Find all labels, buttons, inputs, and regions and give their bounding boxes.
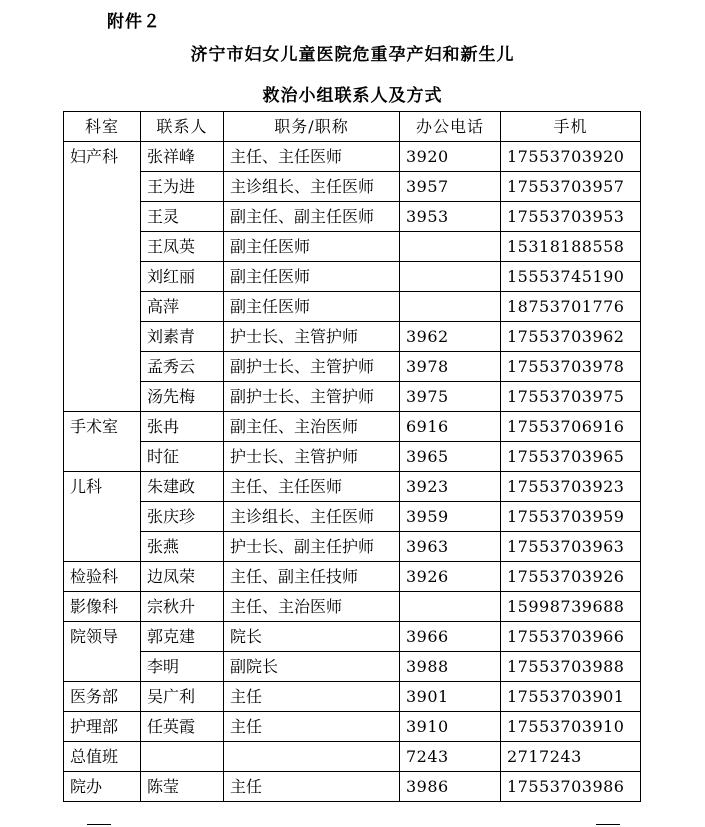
cell-contact: 刘红丽 [141, 262, 224, 292]
cell-dept [64, 202, 141, 232]
cell-title: 副护士长、主管护师 [224, 382, 400, 412]
cell-dept: 护理部 [64, 712, 141, 742]
cell-dept: 儿科 [64, 472, 141, 502]
cell-office-phone [400, 592, 501, 622]
cell-title: 院长 [224, 622, 400, 652]
cell-title: 副护士长、主管护师 [224, 352, 400, 382]
cell-title: 副院长 [224, 652, 400, 682]
table-row [64, 742, 641, 772]
cell-contact: 张冉 [141, 412, 224, 442]
cell-office-phone: 3959 [400, 502, 501, 532]
cell-title: 主诊组长、主任医师 [224, 502, 400, 532]
cell-title: 护士长、主管护师 [224, 322, 400, 352]
table-row [64, 412, 641, 442]
cell-dept: 影像科 [64, 592, 141, 622]
attachment-label: 附件２ [107, 12, 161, 32]
cell-contact: 刘素青 [141, 322, 224, 352]
table-row [64, 262, 641, 292]
cell-office-phone: 3953 [400, 202, 501, 232]
cell-title: 副主任医师 [224, 262, 400, 292]
cell-contact: 边凤荣 [141, 562, 224, 592]
cell-title: 主任、副主任技师 [224, 562, 400, 592]
document-title-line-1: 济宁市妇女儿童医院危重孕产妇和新生儿 [190, 45, 515, 65]
cell-dept [64, 382, 141, 412]
cell-mobile: 17553703966 [501, 622, 641, 652]
footer-mark-right [596, 824, 620, 825]
cell-mobile: 18753701776 [501, 292, 641, 322]
cell-mobile: 17553703986 [501, 772, 641, 802]
table-row [64, 172, 641, 202]
cell-office-phone: 6916 [400, 412, 501, 442]
cell-contact: 郭克建 [141, 622, 224, 652]
cell-title: 护士长、主管护师 [224, 442, 400, 472]
cell-title: 主任、主治医师 [224, 592, 400, 622]
column-header-title: 职务/职称 [224, 112, 400, 142]
cell-office-phone: 7243 [400, 742, 501, 772]
cell-office-phone: 3901 [400, 682, 501, 712]
column-header-mobile: 手机 [501, 112, 641, 142]
cell-mobile: 17553703901 [501, 682, 641, 712]
table-row [64, 652, 641, 682]
cell-contact: 吴广利 [141, 682, 224, 712]
cell-office-phone [400, 232, 501, 262]
table-row [64, 532, 641, 562]
cell-mobile: 17553703926 [501, 562, 641, 592]
cell-mobile: 17553703920 [501, 142, 641, 172]
cell-contact: 宗秋升 [141, 592, 224, 622]
cell-contact: 王灵 [141, 202, 224, 232]
cell-mobile: 17553703978 [501, 352, 641, 382]
cell-office-phone: 3975 [400, 382, 501, 412]
cell-dept [64, 172, 141, 202]
cell-office-phone [400, 262, 501, 292]
cell-title: 主任、主任医师 [224, 472, 400, 502]
cell-mobile: 17553703959 [501, 502, 641, 532]
cell-office-phone [400, 292, 501, 322]
cell-mobile: 17553703953 [501, 202, 641, 232]
cell-contact: 张庆珍 [141, 502, 224, 532]
cell-office-phone: 3923 [400, 472, 501, 502]
cell-mobile: 15318188558 [501, 232, 641, 262]
cell-office-phone: 3920 [400, 142, 501, 172]
cell-office-phone: 3962 [400, 322, 501, 352]
cell-mobile: 2717243 [501, 742, 641, 772]
table-row [64, 202, 641, 232]
cell-title: 主任 [224, 682, 400, 712]
contact-table [63, 111, 641, 802]
cell-mobile: 17553703988 [501, 652, 641, 682]
cell-office-phone: 3963 [400, 532, 501, 562]
cell-office-phone: 3910 [400, 712, 501, 742]
cell-contact [141, 742, 224, 772]
cell-mobile: 17553703910 [501, 712, 641, 742]
cell-title: 副主任医师 [224, 232, 400, 262]
table-header-row [64, 112, 641, 142]
table-row [64, 682, 641, 712]
cell-mobile: 15998739688 [501, 592, 641, 622]
table-row [64, 772, 641, 802]
cell-title: 护士长、副主任护师 [224, 532, 400, 562]
cell-contact: 陈莹 [141, 772, 224, 802]
column-header-dept: 科室 [64, 112, 141, 142]
cell-contact: 朱建政 [141, 472, 224, 502]
cell-contact: 汤先梅 [141, 382, 224, 412]
cell-office-phone: 3926 [400, 562, 501, 592]
cell-dept [64, 442, 141, 472]
table-row [64, 142, 641, 172]
table-body [64, 142, 641, 802]
table-row [64, 712, 641, 742]
table-row [64, 442, 641, 472]
table-row [64, 322, 641, 352]
cell-contact: 张燕 [141, 532, 224, 562]
cell-mobile: 17553703962 [501, 322, 641, 352]
cell-contact: 王凤英 [141, 232, 224, 262]
cell-dept [64, 502, 141, 532]
cell-title [224, 742, 400, 772]
cell-contact: 高萍 [141, 292, 224, 322]
cell-mobile: 17553703963 [501, 532, 641, 562]
cell-contact: 时征 [141, 442, 224, 472]
cell-office-phone: 3957 [400, 172, 501, 202]
cell-office-phone: 3988 [400, 652, 501, 682]
cell-contact: 王为进 [141, 172, 224, 202]
column-header-contact: 联系人 [141, 112, 224, 142]
table-row [64, 562, 641, 592]
table-row [64, 592, 641, 622]
table-row [64, 352, 641, 382]
cell-office-phone: 3986 [400, 772, 501, 802]
cell-dept [64, 652, 141, 682]
cell-title: 主任 [224, 712, 400, 742]
table-row [64, 292, 641, 322]
table-row [64, 622, 641, 652]
cell-dept: 妇产科 [64, 142, 141, 172]
cell-dept [64, 232, 141, 262]
column-header-office-phone: 办公电话 [400, 112, 501, 142]
cell-dept [64, 292, 141, 322]
cell-office-phone: 3965 [400, 442, 501, 472]
footer-mark-left [87, 824, 111, 825]
cell-office-phone: 3966 [400, 622, 501, 652]
cell-mobile: 17553703923 [501, 472, 641, 502]
cell-dept [64, 262, 141, 292]
cell-dept: 院办 [64, 772, 141, 802]
cell-title: 主任 [224, 772, 400, 802]
cell-contact: 任英霞 [141, 712, 224, 742]
cell-dept [64, 352, 141, 382]
cell-title: 主诊组长、主任医师 [224, 172, 400, 202]
table-row [64, 502, 641, 532]
table-row [64, 232, 641, 262]
table-row [64, 472, 641, 502]
cell-dept [64, 532, 141, 562]
cell-mobile: 15553745190 [501, 262, 641, 292]
cell-contact: 孟秀云 [141, 352, 224, 382]
cell-title: 副主任、副主任医师 [224, 202, 400, 232]
cell-mobile: 17553703957 [501, 172, 641, 202]
cell-contact: 张祥峰 [141, 142, 224, 172]
cell-office-phone: 3978 [400, 352, 501, 382]
cell-dept: 检验科 [64, 562, 141, 592]
cell-dept [64, 322, 141, 352]
cell-mobile: 17553703965 [501, 442, 641, 472]
table-row [64, 382, 641, 412]
cell-dept: 总值班 [64, 742, 141, 772]
cell-title: 副主任、主治医师 [224, 412, 400, 442]
cell-title: 主任、主任医师 [224, 142, 400, 172]
cell-dept: 医务部 [64, 682, 141, 712]
cell-dept: 院领导 [64, 622, 141, 652]
cell-mobile: 17553706916 [501, 412, 641, 442]
cell-title: 副主任医师 [224, 292, 400, 322]
document-title-line-2: 救治小组联系人及方式 [262, 86, 443, 106]
cell-dept: 手术室 [64, 412, 141, 442]
cell-mobile: 17553703975 [501, 382, 641, 412]
cell-contact: 李明 [141, 652, 224, 682]
